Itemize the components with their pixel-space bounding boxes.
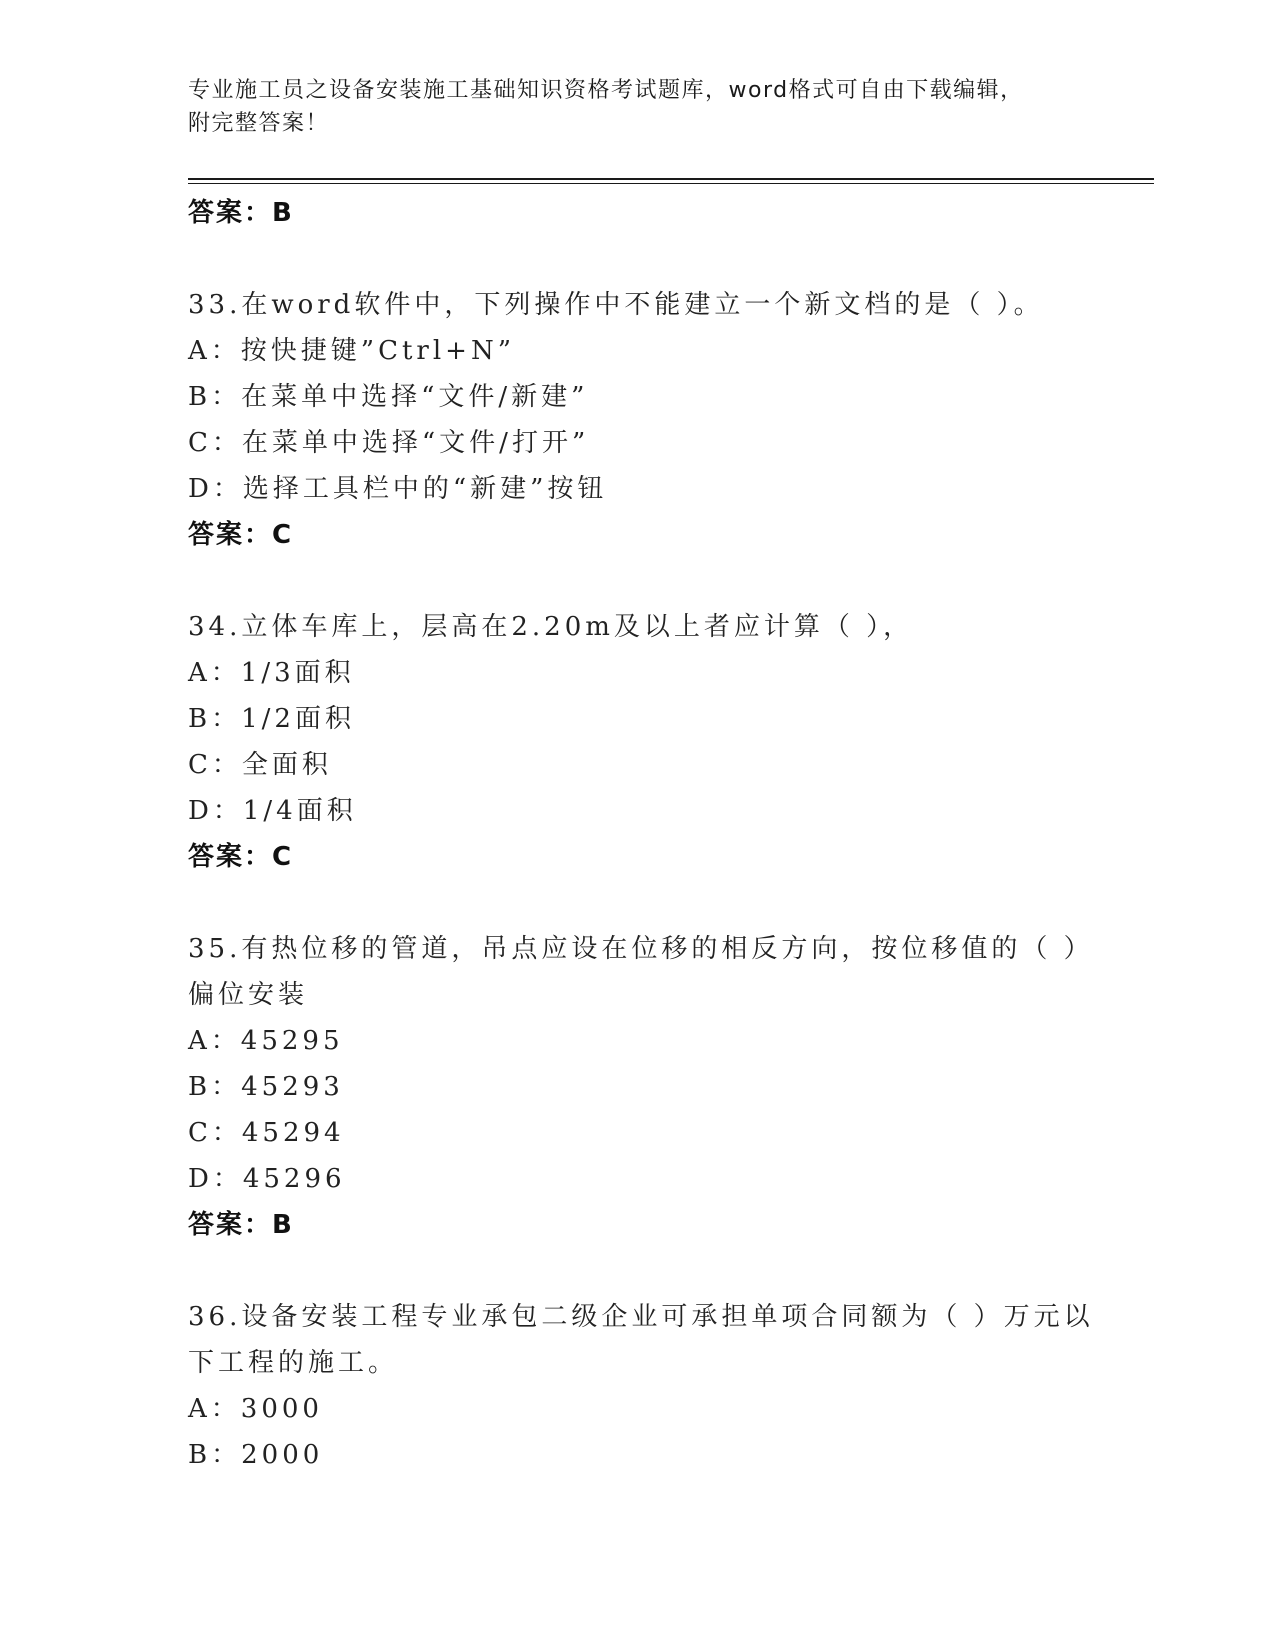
option-c: C：在菜单中选择“文件/打开” bbox=[188, 428, 590, 458]
option-d: D：1/4面积 bbox=[188, 796, 357, 826]
answer-line: 答案：B bbox=[188, 198, 294, 228]
header-divider-thin bbox=[188, 183, 1154, 184]
question-stem: 33.在word软件中，下列操作中不能建立一个新文档的是（ ）。 bbox=[188, 290, 1044, 320]
question-block bbox=[188, 926, 1094, 1248]
option-c: C：45294 bbox=[188, 1118, 345, 1148]
option-c: C：全面积 bbox=[188, 750, 332, 780]
document-body bbox=[188, 190, 1094, 1478]
header-divider-thick bbox=[188, 178, 1154, 180]
question-block bbox=[188, 1294, 1094, 1478]
question-stem-continued: 下工程的施工。 bbox=[188, 1348, 399, 1378]
question-stem: 35.有热位移的管道，吊点应设在位移的相反方向，按位移值的（ ） bbox=[188, 934, 1094, 964]
option-b: B：1/2面积 bbox=[188, 704, 355, 734]
option-a: A：1/3面积 bbox=[188, 658, 355, 688]
spacer bbox=[188, 558, 1088, 604]
option-b: B：在菜单中选择“文件/新建” bbox=[188, 382, 589, 412]
option-b: B：2000 bbox=[188, 1440, 324, 1470]
spacer bbox=[188, 1248, 1088, 1294]
answer-line: 答案：C bbox=[188, 842, 294, 872]
option-d: D：选择工具栏中的“新建”按钮 bbox=[188, 474, 608, 504]
option-b: B：45293 bbox=[188, 1072, 344, 1102]
header-line-2: 附完整答案！ bbox=[188, 111, 330, 136]
option-a: A：45295 bbox=[188, 1026, 344, 1056]
spacer bbox=[188, 236, 1088, 282]
question-stem: 34.立体车库上，层高在2.20m及以上者应计算（ ）， bbox=[188, 612, 914, 642]
document-header bbox=[188, 74, 1088, 140]
option-a: A：按快捷键”Ctrl+N” bbox=[188, 336, 515, 366]
question-block bbox=[188, 282, 1088, 558]
spacer bbox=[188, 880, 1088, 926]
answer-line: 答案：C bbox=[188, 520, 294, 550]
option-d: D：45296 bbox=[188, 1164, 346, 1194]
option-a: A：3000 bbox=[188, 1394, 323, 1424]
question-block bbox=[188, 604, 1088, 880]
question-stem: 36.设备安装工程专业承包二级企业可承担单项合同额为（ ）万元以 bbox=[188, 1302, 1094, 1332]
answer-line: 答案：B bbox=[188, 1210, 294, 1240]
question-stem-continued: 偏位安装 bbox=[188, 980, 309, 1010]
header-line-1: 专业施工员之设备安装施工基础知识资格考试题库，word格式可自由下载编辑， bbox=[188, 78, 1024, 103]
